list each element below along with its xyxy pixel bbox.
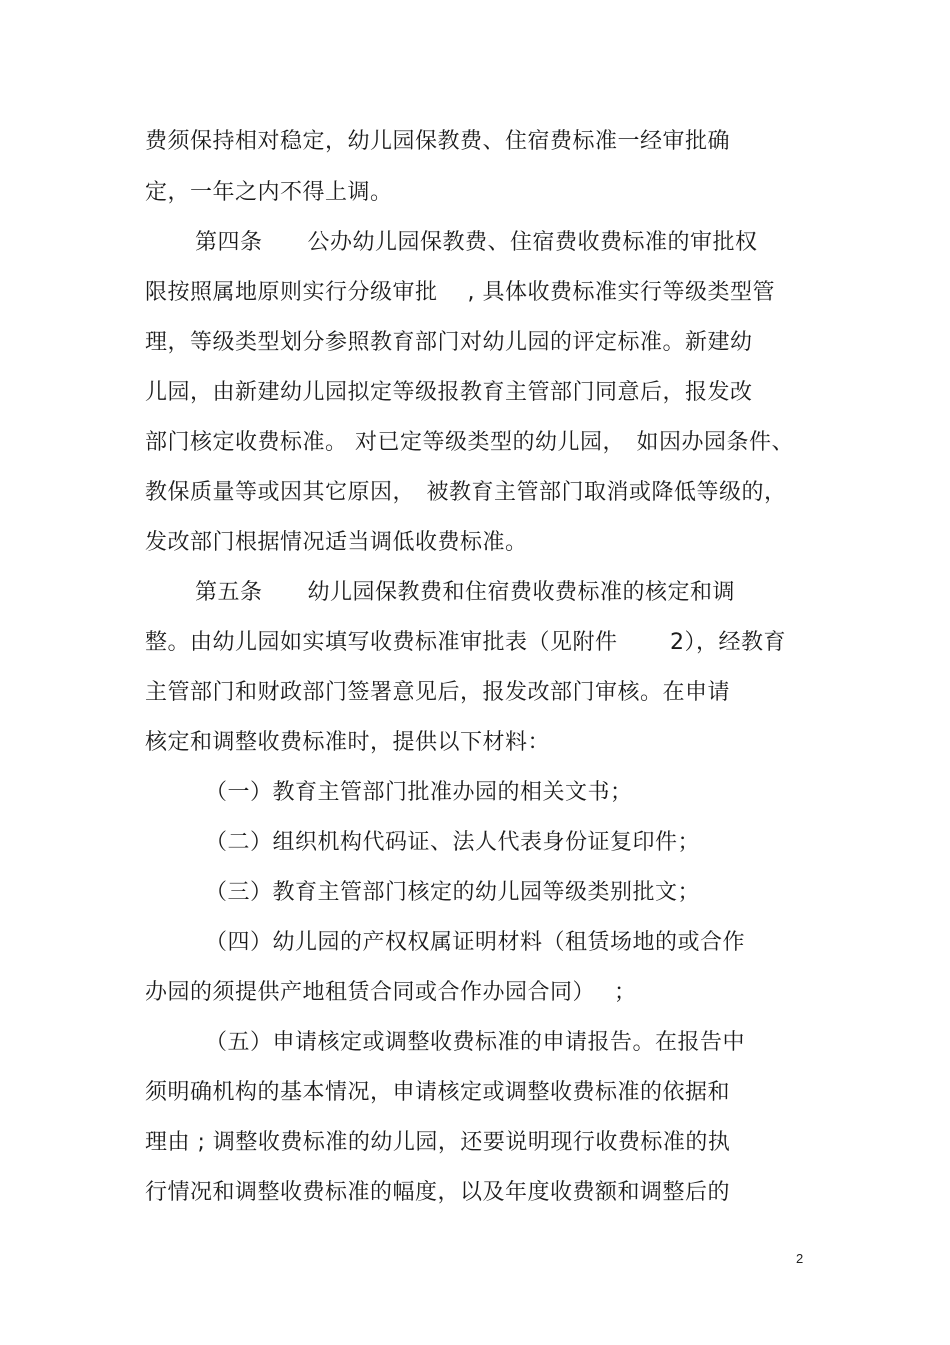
text-line-7: 部门核定收费标准。 对已定等级类型的幼儿园， 如因办园条件、 — [145, 430, 794, 455]
text-line-3: 第四条 公办幼儿园保教费、住宿费收费标准的审批权 — [195, 230, 758, 255]
text-line-18: 办园的须提供产地租赁合同或合作办园合同） ； — [145, 980, 637, 1005]
text-line-2: 定，一年之内不得上调。 — [145, 180, 393, 205]
text-line-13: 核定和调整收费标准时，提供以下材料： — [145, 730, 551, 755]
text-line-14: （一）教育主管部门批准办园的相关文书； — [205, 780, 633, 805]
text-line-1: 费须保持相对稳定，幼儿园保教费、住宿费标准一经审批确 — [145, 129, 731, 154]
text-line-4: 限按照属地原则实行分级审批 , 具体收费标准实行等级类型管 — [145, 280, 775, 305]
text-line-8: 教保质量等或因其它原因， 被教育主管部门取消或降低等级的， — [145, 480, 787, 505]
text-line-9: 发改部门根据情况适当调低收费标准。 — [145, 530, 528, 555]
text-line-6: 儿园，由新建幼儿园拟定等级报教育主管部门同意后，报发改 — [145, 380, 753, 405]
text-line-12: 主管部门和财政部门签署意见后，报发改部门审核。在申请 — [145, 680, 731, 705]
text-line-20: 须明确机构的基本情况，申请核定或调整收费标准的依据和 — [145, 1080, 731, 1105]
text-line-16: （三）教育主管部门核定的幼儿园等级类别批文； — [205, 880, 701, 905]
text-line-11: 整。由幼儿园如实填写收费标准审批表（见附件 2），经教育 — [145, 630, 786, 655]
text-line-15: （二）组织机构代码证、法人代表身份证复印件； — [205, 830, 701, 855]
text-line-17: （四）幼儿园的产权权属证明材料（租赁场地的或合作 — [205, 930, 746, 955]
text-line-21: 理由 ; 调整收费标准的幼儿园，还要说明现行收费标准的执 — [145, 1130, 731, 1155]
page-number: 2 — [796, 1251, 804, 1266]
text-line-22: 行情况和调整收费标准的幅度，以及年度收费额和调整后的 — [145, 1180, 731, 1205]
text-line-5: 理，等级类型划分参照教育部门对幼儿园的评定标准。新建幼 — [145, 330, 753, 355]
text-line-19: （五）申请核定或调整收费标准的申请报告。在报告中 — [205, 1030, 746, 1055]
text-line-10: 第五条 幼儿园保教费和住宿费收费标准的核定和调 — [195, 580, 736, 605]
